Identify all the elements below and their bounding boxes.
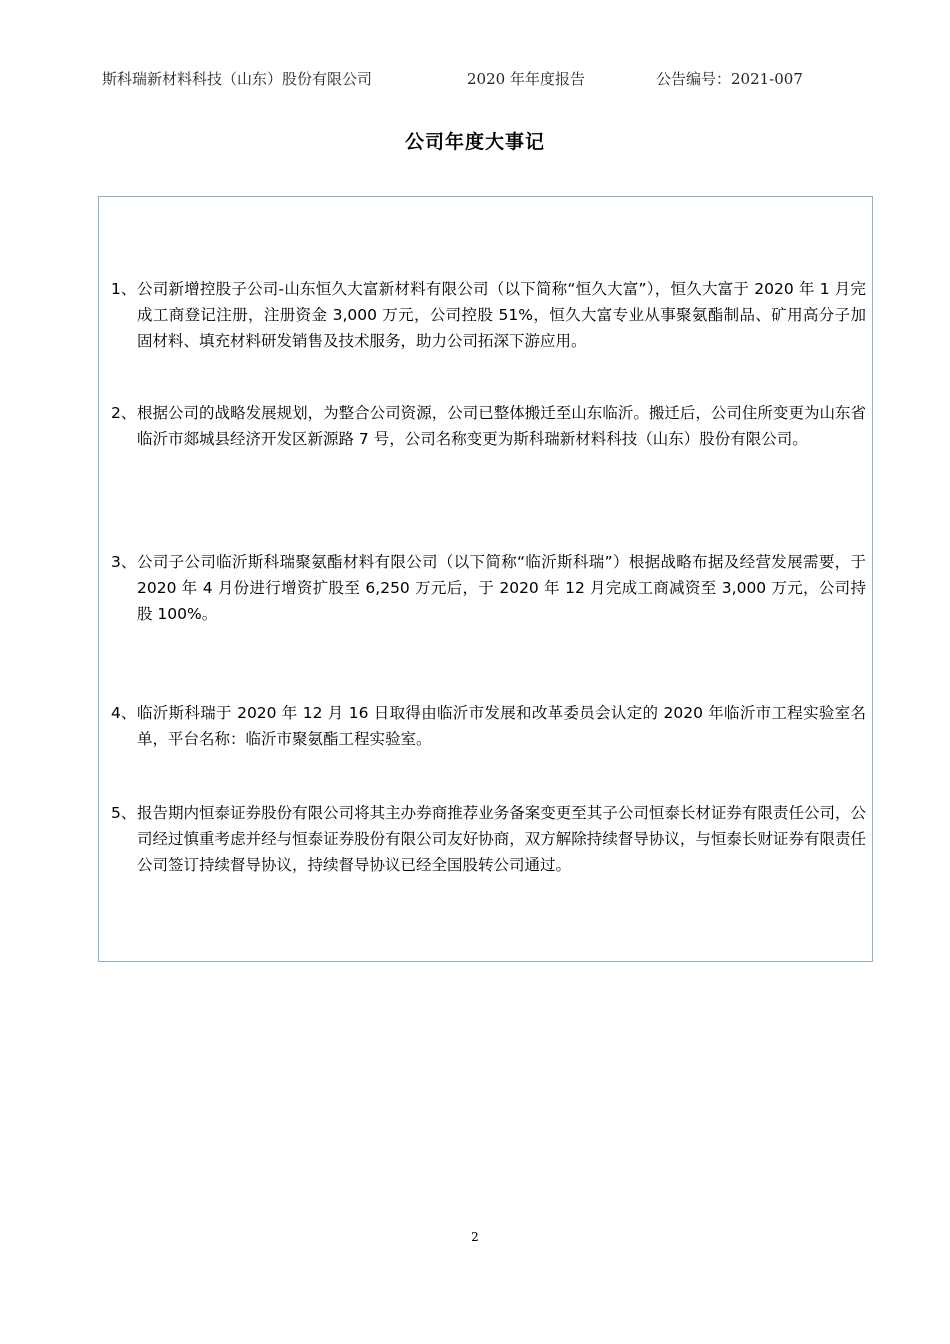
- event-item-4: [111, 700, 866, 752]
- event-number: 3、: [111, 553, 137, 571]
- event-text: 临沂斯科瑞于 2020 年 12 月 16 日取得由临沂市发展和改革委员会认定的 2020 年临沂市工程实验室名单，平台名称：临沂市聚氨酯工程实验室。: [137, 704, 866, 748]
- event-number: 5、: [111, 804, 137, 822]
- event-number: 1、: [111, 280, 137, 298]
- header-report-title: 2020 年年度报告: [467, 70, 585, 88]
- event-item-3: [111, 549, 866, 627]
- event-item-2: [111, 400, 866, 452]
- header-notice-number: 公告编号：2021-007: [656, 70, 803, 88]
- event-number: 4、: [111, 704, 137, 722]
- event-number: 2、: [111, 404, 137, 422]
- page-header: [0, 68, 950, 92]
- event-text: 公司子公司临沂斯科瑞聚氨酯材料有限公司（以下简称“临沂斯科瑞”）根据战略布据及经营发展需要，于 2020 年 4 月份进行增资扩股至 6,250 万元后，于 2020 年 12 月完成工商减资至 3,000 万元，公司持股 100%。: [137, 553, 866, 623]
- header-company-name: 斯科瑞新材料科技（山东）股份有限公司: [102, 70, 373, 88]
- event-item-5: [111, 800, 866, 878]
- page-number: 2: [471, 1230, 479, 1244]
- page-title: 公司年度大事记: [404, 131, 545, 153]
- events-box: [98, 196, 873, 962]
- event-text: 根据公司的战略发展规划，为整合公司资源，公司已整体搬迁至山东临沂。搬迁后，公司住所变更为山东省临沂市郯城县经济开发区新源路 7 号，公司名称变更为斯科瑞新材料科技（山东）股份有限公司。: [137, 404, 866, 448]
- event-item-1: [111, 276, 866, 354]
- event-text: 公司新增控股子公司-山东恒久大富新材料有限公司（以下简称“恒久大富”），恒久大富于 2020 年 1 月完成工商登记注册，注册资金 3,000 万元，公司控股 51%，恒久大富专业从事聚氨酯制品、矿用高分子加固材料、填充材料研发销售及技术服务，助力公司拓深下游应用。: [137, 280, 866, 350]
- event-text: 报告期内恒泰证券股份有限公司将其主办券商推荐业务备案变更至其子公司恒泰长材证券有限责任公司，公司经过慎重考虑并经与恒泰证券股份有限公司友好协商，双方解除持续督导协议，与恒泰长财证券有限责任公司签订持续督导协议，持续督导协议已经全国股转公司通过。: [137, 804, 866, 874]
